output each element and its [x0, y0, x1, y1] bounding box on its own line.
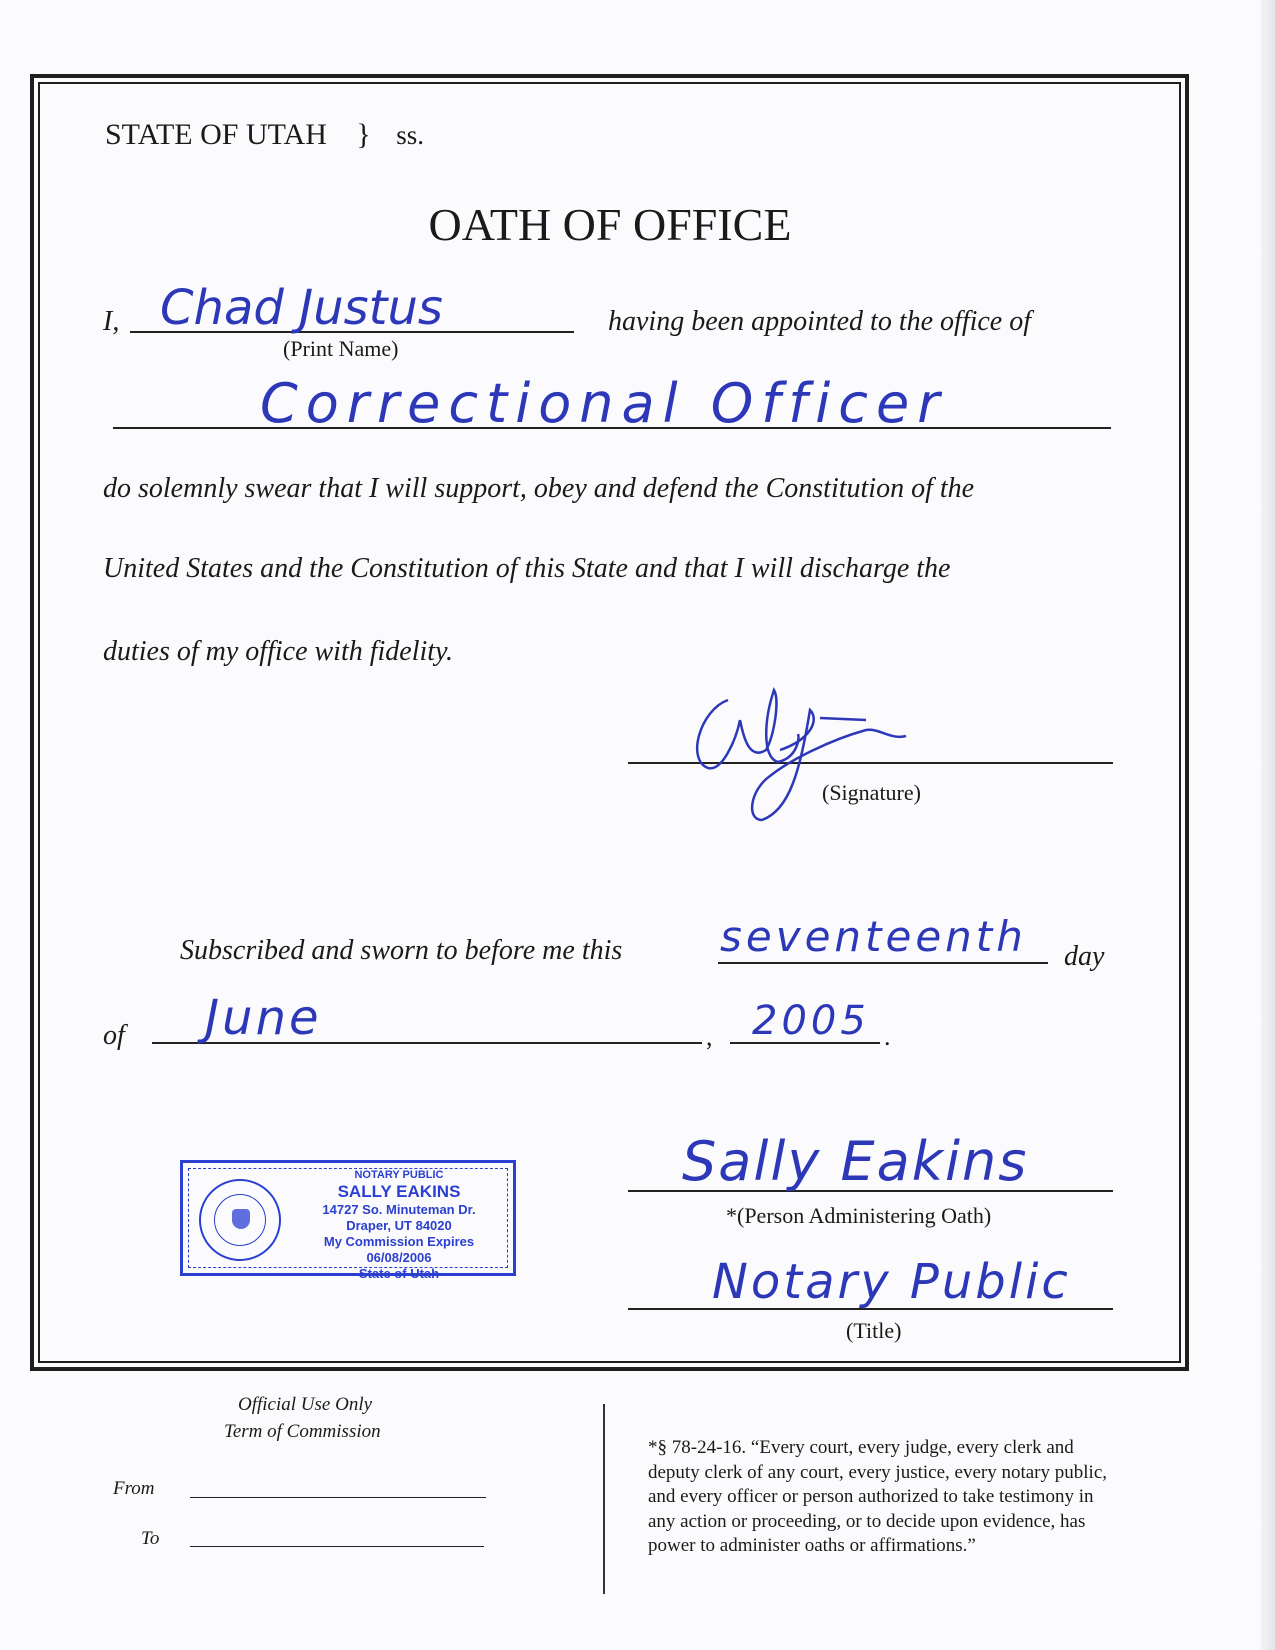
- stamp-text: [291, 1169, 507, 1282]
- statute-line-5: power to administer oaths or affirmations.”: [648, 1535, 976, 1556]
- day-label: day: [1064, 941, 1105, 972]
- statute-line-4: any action or proceeding, or to decide upon evidence, has: [648, 1510, 1086, 1532]
- oath-body-line-1: do solemnly swear that I will support, obey and defend the Constitution of the: [103, 473, 975, 504]
- signature-scribble: [670, 680, 970, 840]
- print-name-value: Chad Justus: [160, 280, 443, 336]
- statute-line-1: *§ 78-24-16. “Every court, every judge, every clerk and: [648, 1437, 1074, 1458]
- title-caption: (Title): [846, 1318, 902, 1343]
- office-value: Correctional Officer: [260, 372, 948, 435]
- brace: }: [356, 118, 371, 151]
- statute-line-3: and every officer or person authorized to take testimony in: [648, 1486, 1094, 1507]
- month-value: June: [205, 990, 322, 1046]
- official-use-line-1: Official Use Only: [238, 1394, 373, 1415]
- stamp-line-5: My Commission Expires 06/08/2006: [323, 1234, 475, 1265]
- oath-body-line-2: United States and the Constitution of this State and that I will discharge the: [103, 553, 951, 584]
- to-label: To: [141, 1528, 160, 1549]
- statute-text: [648, 1436, 1107, 1559]
- page-edge: [1261, 0, 1275, 1650]
- footer-divider: [603, 1404, 605, 1594]
- month-comma: ,: [706, 1022, 713, 1051]
- seal-inner-ring: [214, 1194, 266, 1246]
- stamp-line-4: Draper, UT 84020: [346, 1218, 452, 1233]
- state-seal-icon: [199, 1179, 281, 1261]
- print-name-caption: (Print Name): [283, 336, 399, 361]
- year-value: 2005: [752, 998, 870, 1044]
- administrator-signature: Sally Eakins: [682, 1130, 1029, 1193]
- day-line: [718, 962, 1048, 964]
- state-label: STATE OF UTAH: [105, 118, 327, 151]
- stamp-line-2: SALLY EAKINS: [337, 1182, 461, 1201]
- signature-stroke-1: [697, 700, 740, 768]
- signature-stroke-2: [740, 690, 798, 762]
- stamp-line-6: State of Utah: [358, 1266, 440, 1281]
- from-line: [190, 1497, 486, 1498]
- day-value: seventeenth: [720, 912, 1027, 961]
- notary-stamp: [180, 1160, 516, 1281]
- signature-stroke-4: [820, 718, 866, 720]
- of-label: of: [103, 1020, 125, 1051]
- official-use-line-2: Term of Commission: [224, 1421, 381, 1442]
- statute-line-2: deputy clerk of any court, every justice, every notary public,: [648, 1461, 1107, 1483]
- sworn-text: Subscribed and sworn to before me this: [180, 935, 623, 966]
- from-label: From: [113, 1478, 155, 1499]
- page-title: OATH OF OFFICE: [428, 199, 792, 250]
- i-label: I,: [103, 306, 120, 337]
- administrator-caption: *(Person Administering Oath): [726, 1203, 992, 1228]
- appointed-text: having been appointed to the office of: [608, 306, 1032, 337]
- stamp-line-1: NOTARY PUBLIC: [354, 1169, 444, 1181]
- state-heading: [105, 118, 424, 152]
- stamp-line-3: 14727 So. Minuteman Dr.: [322, 1202, 476, 1217]
- year-period: .: [884, 1022, 891, 1051]
- signature-caption: (Signature): [822, 780, 921, 805]
- oath-body-line-3: duties of my office with fidelity.: [103, 636, 453, 667]
- title-value: Notary Public: [712, 1254, 1071, 1310]
- to-line: [190, 1546, 484, 1547]
- ss-label: ss.: [396, 120, 425, 150]
